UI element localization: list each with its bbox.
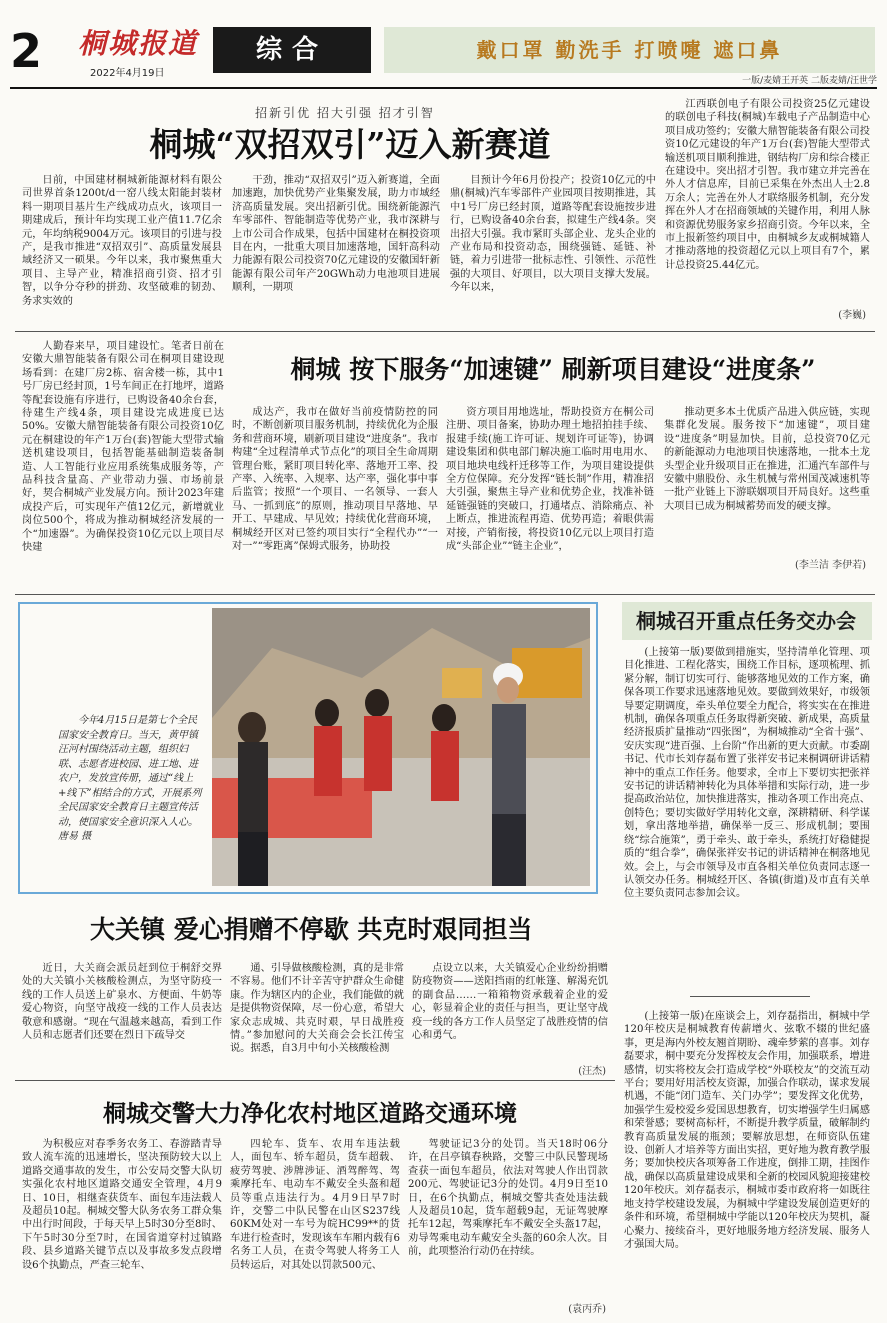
article2-col2: 资方项目用地选址，帮助投资方在桐公司注册、项目备案，协助办理土地招拍挂手续、报建手续(施工许可证、规划许可证等)，协调建设集团和供电部门解决施工临时用电用水、项目地块电线杆迁移等工作，为项目建设提供全方位保障。充分发挥“链长制”作用，精准招大引强，聚焦主导产业和优势企业，找准补链延链强链的突破口，打通堵点、消除痛点、补上断点，推进流程再造、优势再造；着眼供需对接，产销衔接，将投资10亿元以上项目打造成“头部企业”“链主企业”， <box>446 407 654 553</box>
divider <box>15 1080 615 1081</box>
article3-byline: (汪杰) <box>578 1066 606 1077</box>
masthead-rule <box>10 87 877 89</box>
article1-col3: 目预计今年6月份投产；投资10亿元的中鼎(桐城)汽车零部件产业园项目按期推进，其中1号厂房已经封顶，道路等配套设施按步进行，已购设备40余台套，拟建生产线4条。突出招大引强。我市紧盯头部企业、龙头企业的产业布局和投资动态，围绕强链、延链、补链，着力引进带一批标志性、引领性、示范性强的大项目、好项目，以大项目支撑大发展。今年以来， <box>450 175 656 294</box>
editors-line: 一版/麦婧王开英 二版麦婧/汪世学 <box>742 76 877 86</box>
article1-headline: 桐城“双招双引”迈入新赛道 <box>149 125 551 164</box>
divider <box>15 331 875 332</box>
article1-col2: 干劲，推动“双招双引”迈入新赛道，全面加速跑，加快优势产业集聚发展，助力市域经济高质量发展。突出招新引优。围绕新能源汽车零部件、智能制造等优势产业，我市深耕与上市公司合作成果，包括中国建材在桐投资项目在内，一批重大项目加速落地，国轩高科动力能源有限公司投资70亿元建设的安徽国轩新能源有限公司年产20GWh动力电池项目进展顺利，一期项 <box>232 175 440 294</box>
article2-col3: 推动更多本土优质产品进入供应链，实现集群化发展。服务按下“加速键”，项目建设“进度条”明显加快。目前，总投资70亿元的新能源动力电池项目快速落地，一批本土龙头型企业升级项目正在推进，汇通汽车部件与安徽中鼎股份、永生机械与常州国茂减速机等一批产业链上下游联姻项目开局良好。这些重大项目已成为桐城蓄势而发的硬支撑。 <box>664 407 870 512</box>
article5-headline: 桐城召开重点任务交办会 <box>622 602 872 640</box>
article4-byline: (袁丙乔) <box>568 1304 606 1315</box>
photo-caption-text: 今年4月15日是第七个全民国家安全教育日。当天，黄甲镇汪河村围绕活动主题，组织妇联、志愿者进校园、进工地、进农户，发放宣传册，通过“线上+线下”相结合的方式，开展系列全民国家安全教育日主题宣传活动，使国家安全意识深入人心。 <box>58 715 202 828</box>
article2-byline: (李兰洁 李伊若) <box>795 560 866 571</box>
article2-headline: 桐城 按下服务“加速键” 刷新项目建设“进度条” <box>290 355 816 384</box>
slogan-banner: 戴口罩 勤洗手 打喷嚏 遮口鼻 <box>384 27 875 73</box>
photo-caption <box>58 714 203 864</box>
article4-col1: 为积极应对春季务农务工、春游踏青导致人流车流的迅速增长，坚决预防较大以上道路交通事故的发生，市公安局交警大队切实强化农村地区道路交通安全管理，4月9日、10日，相继查获货车、面包车违法载人及超员10起。桐城交警大队务农务工群众集中出行时间段，于每天早上5时30分至8时、下午5时30分至7时，在国省道穿村过镇路段、县乡道路关键节点以及事故多发点段增设6个执勤点，严查三轮车、 <box>22 1139 222 1271</box>
photo-credit: 唐易 摄 <box>58 831 92 842</box>
article1-kicker: 招新引优 招大引强 招才引智 <box>255 106 435 120</box>
news-photo <box>212 608 590 886</box>
article3-col1: 近日，大关商会派员赶到位于桐舒交界处的大关镇小关核酸检测点，为坚守防疫一线的工作人员送上矿泉水、方便面、牛奶等爱心物资，向坚守战疫一线的工作人员表达敬意和感谢。“现在气温越来越高，看到工作人员和志愿者们还要在烈日下疏导交 <box>22 963 222 1042</box>
article3-col3: 点设立以来，大关镇爱心企业纷纷捐赠防疫物资——送阳挡雨的红帐篷、解渴充饥的副食品……一箱箱物资承载着企业的爱心，彰显着企业的责任与担当，更让坚守战疫一线的各方工作人员坚定了战胜疫情的信心和勇气。 <box>412 963 608 1042</box>
article4-col2: 四轮车、货车、农用车违法载人，面包车、轿车超员，货车超载、疲劳驾驶、涉牌涉证、酒驾醉驾、驾乘摩托车、电动车不戴安全头盔和超员等重点违法行为。4月9日早7时许，交警二中队民警在山区S237线60KM处对一车号为皖HC99**的货车进行检查时，发现该车车厢内载有6名务工人员，在责令驾驶人将务工人员转运后，对其处以罚款500元、 <box>230 1139 400 1271</box>
article1-byline: (李巍) <box>838 310 866 321</box>
article5-body: (上接第一版)要做到措施实，坚持清单化管理、项目化推进、工程化落实，围绕工作目标，逐项梳理、抓紧分解，制订切实可行、能够落地见效的工作方案，确保各项工作要求迅速落地见效。要做到效果好，市级领导要定期调度，牵头单位要全力配合，将实实在在推进机制，确保各项重点任务取得新突破、新成果，高质量经济报质扩量推动“四张图”，为桐城推动“全省十强”、安庆实现“进百强、上台阶”作出新的更大贡献。市委副书记、代市长刘存磊布置了张祥安书记来桐调研讲话精神中的重点工作任务。他要求，全市上下要切实把张祥安书记的讲话精神转化为具体举措和实际行动，进一步提高政治站位，加快推进落实，推动各项工作出亮点、创特色；要切实做好学用转化文章，深耕精研、科学谋划，拿出落地举措，确保举一反三、形成机制；要围绕“综合施策”，勇于牵头、敢于牵头，系统打好稳健提质的“组合拳”，确保张祥安书记的讲话精神在桐落地见效。会上，与会市领导及市直各相关单位负责同志逐一认领交办任务。桐城经开区、各镇(街道)及市直有关单位主要负责同志参加会议。 <box>624 647 870 900</box>
article4-col3: 驾驶证记3分的处罚。当天18时06分许，在吕亭镇春秧路，交警三中队民警现场查获一面包车超员，依法对驾驶人作出罚款200元、驾驶证记3分的处罚。4月9日至10日，在6个执勤点，桐城交警共查处违法载人及超员10起，货车超载9起，无证驾驶摩托车12起，驾乘摩托车不戴安全头盔17起，劝导驾乘电动车戴安全头盔的60余人次。目前，此项整治行动仍在持续。 <box>408 1139 608 1258</box>
article1-col1: 日前，中国建材桐城新能源材料有限公司世界首条1200t/d一窑八线太阳能封装材料一期项目基片生产线成功点火，该项目一期建成后，预计年均实现工业产值11.7亿余元，年均纳税9004万元。该项目的引进与投产，是我市推进“双招双引”、高质量发展县域经济又一硕果。今年以来，我市聚焦重大项目、主导产业，精准招商引资、招才引智，以争分夺秒的拼劲、攻坚破难的韧劲、务求实效的 <box>22 175 222 307</box>
page-number: 2 <box>10 24 43 78</box>
paper-logo: 桐城报道 <box>78 27 199 60</box>
article2-col0: 人勤春来早，项目建设忙。笔者日前在安徽大鼎智能装备有限公司在桐项目建设现场看到：在建厂房2栋、宿舍楼一栋，其中1号厂房已经封顶，1号车间正在打地坪，道路等配套设施有序进行，已购设备40余台套，待建生产线4条，项目建设完成进度已达50%。安徽大鼎智能装备有限公司投资10亿元在桐建设的年产1万台(套)智能大型带式输送机建设项目，包括智能基础制造装备制造、人工智能行业应用系统集成服务等，产品科技含量高、产业带动力强、市场前景好，契合桐城产业发展方向。预计2023年建成投产后，可实现年产值12亿元，新增就业岗位500个，将成为推动桐城经济发展的一个“加速器”。为确保投资10亿元以上项目尽快建 <box>22 341 224 554</box>
article1-col4: 江西联创电子有限公司投资25亿元建设的联创电子科技(桐城)车载电子产品制造中心项目成功签约；安徽大鼎智能装备有限公司投资10亿元建设的年产1万台(套)智能大型带式输送机项目顺利推进，钢结构厂房和综合楼正在建设中。突出招才引智。我市建立并完善在外人才信息库，目前已采集在外杰出人士2.8万余人；完善在外人才联络服务机制，充分发挥在外人才在招商领域的关键作用，利用人脉和资源优势服务家乡招商引资。今年以来，全市上报新签约项目中，由桐城乡友或桐城籍人才推动落地的投资超亿元以上项目有7个，累计总投资25.44亿元。 <box>665 99 870 271</box>
article6-body: (上接第一版)在座谈会上，刘存磊指出，桐城中学120年校庆是桐城教育传薪增火、弦歌不辍的世纪盛事，更是海内外校友翘首期盼、魂牵梦萦的喜事。刘存磊要求，桐中要充分发挥校友会作用，加强联系，增进感情，切实将校友会打造成学校“外联校友”的交流互动平台；要用好用活校友资源，加强合作联动，谋求发展机遇，不能“闭门造车、关门办学”；要发挥文化优势，加强学生爱校爱乡爱国思想教育，切实增强学生归属感和荣誉感；要树高标杆，不断提升教学质量，破解制约教育高质量发展的瓶颈；要解放思想，在师资队伍建设、创新人才培养等方面出实招，更好地为教育教学服务；要加快校庆各项筹备工作进度，倒排工期，挂图作战，确保以高质量建设成果和全新的校园风貌迎接建校120年校庆。刘存磊表示，桐城市委市政府将一如既往地支持学校建设发展，为桐城中学建设发展创造更好的条件和环境，希望桐城中学能以120年校庆为契机，凝心聚力、接续奋斗，更好地服务地方经济发展、服务人才强国大局。 <box>624 1011 870 1250</box>
article4-headline: 桐城交警大力净化农村地区道路交通环境 <box>103 1100 517 1127</box>
issue-date: 2022年4月19日 <box>90 68 165 79</box>
divider <box>15 594 875 595</box>
divider <box>690 996 810 997</box>
article2-col1: 成达产，我市在做好当前疫情防控的同时，不断创新项目服务机制，持续优化为企服务和营商环境，刷新项目建设“进度条”。我市构建“全过程清单式节点化”的项目全生命周期管理台账，紧盯项目转化率、落地开工率、投产率、入统率、入规率、达产率，强化事中事后监管；按照“一个项目、一名领导、一套人马、一抓到底”的原则，推动项目早落地、早开工、早建成、早见效；持续优化营商环境，桐城经开区对已签约项目实行“全程代办”“一对一”“零距离”保姆式服务，协助投 <box>232 407 438 553</box>
news-photo-illustration <box>212 608 590 886</box>
section-label: 综合 <box>213 27 371 73</box>
article3-headline: 大关镇 爱心捐赠不停歇 共克时艰同担当 <box>90 915 533 944</box>
article3-col2: 通、引导做核酸检测，真的是非常不容易。他们不计辛苦守护群众生命健康。作为辖区内的企业，我们能做的就是提供物资保障，尽一份心意，希望大家众志成城、共克时艰，早日战胜疫情。”参加慰问的大关商会会长江传宝说。据悉，自3月中旬小关核酸检测 <box>230 963 404 1055</box>
